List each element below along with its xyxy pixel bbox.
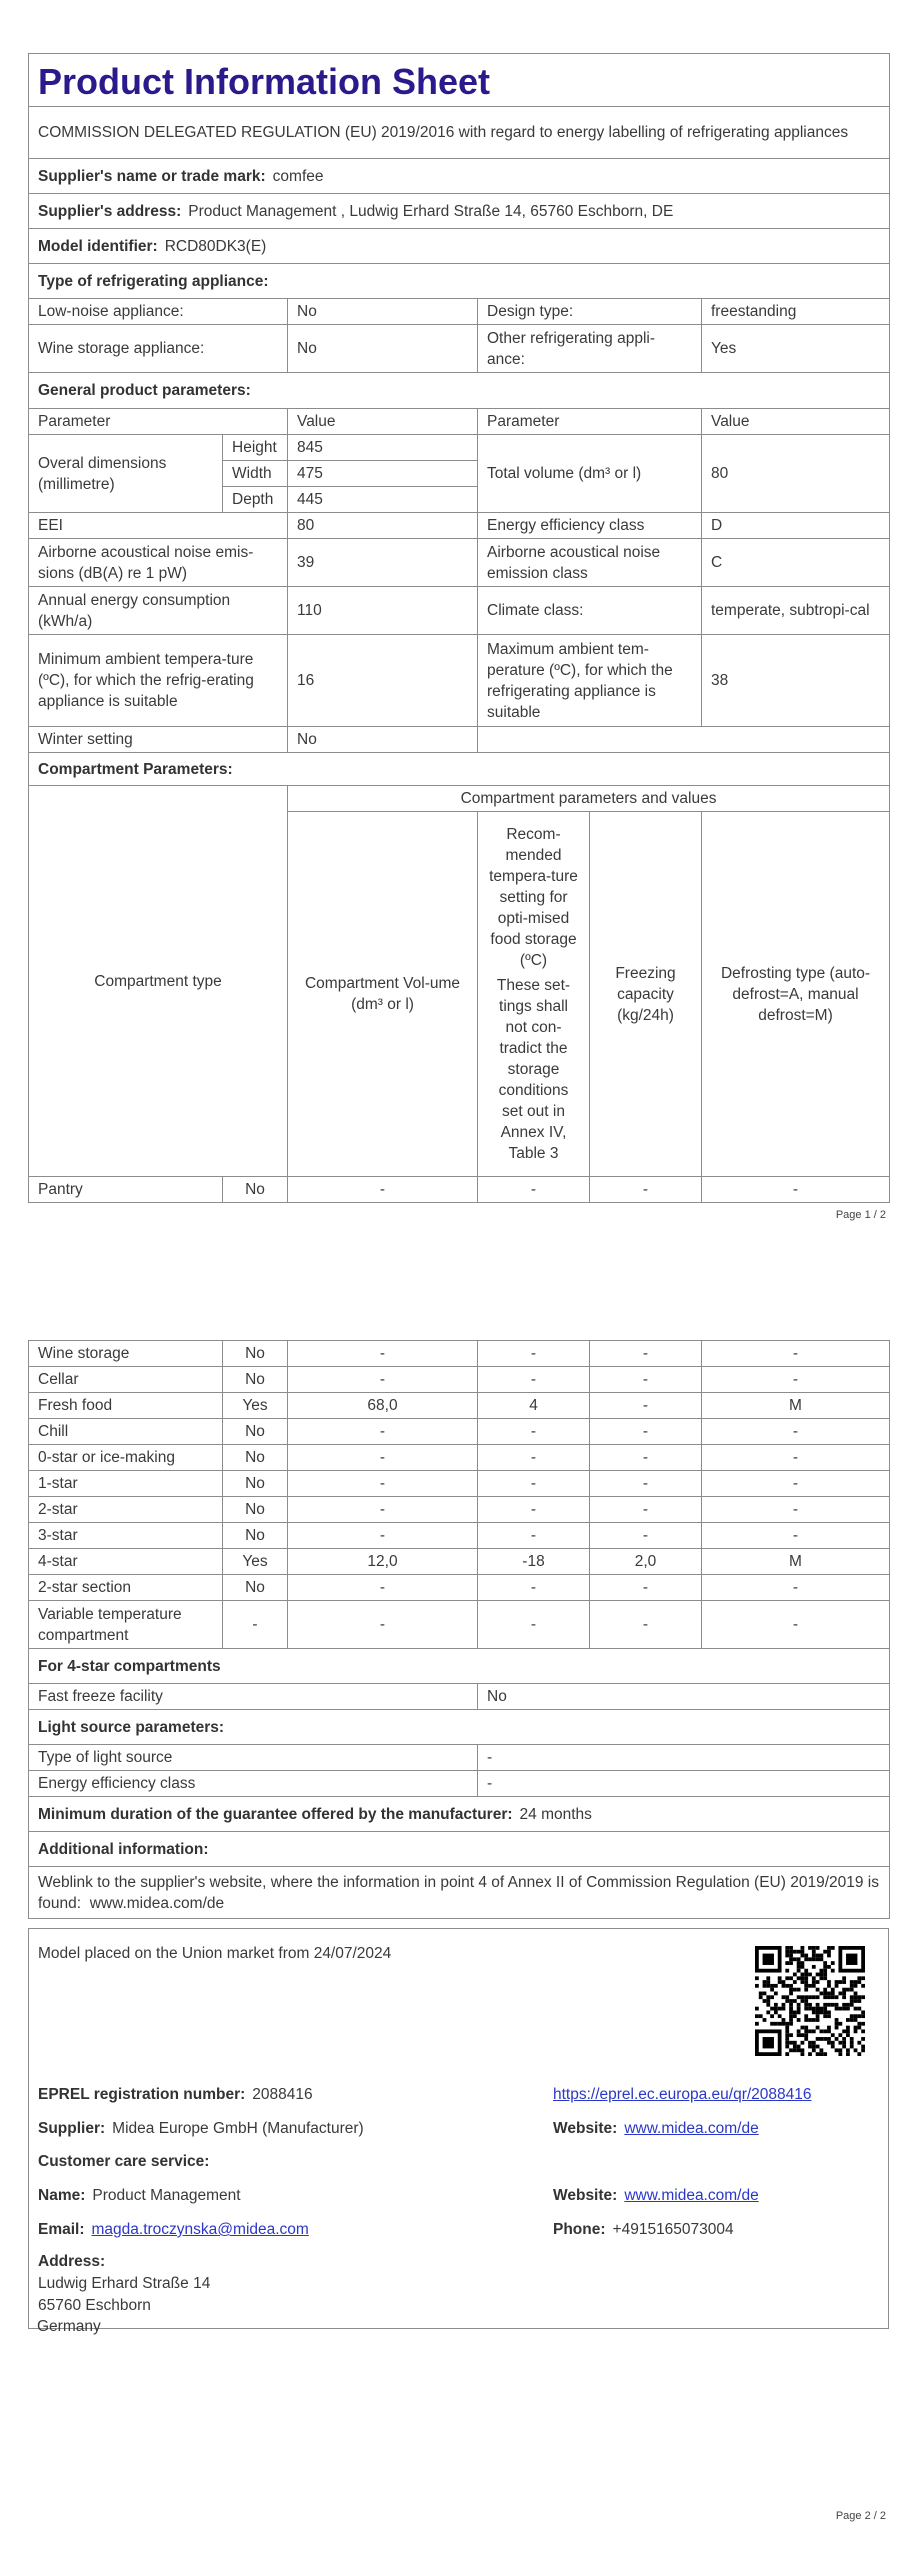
compartment-volume: - xyxy=(288,1497,478,1523)
compartment-volume: - xyxy=(288,1419,478,1445)
table-row xyxy=(29,1419,890,1445)
compartment-volume: - xyxy=(288,1177,478,1203)
compartment-name: 3-star xyxy=(29,1523,223,1549)
guarantee-row xyxy=(29,1797,890,1832)
compartment-temp: 4 xyxy=(478,1393,590,1419)
page-title: Product Information Sheet xyxy=(29,54,890,107)
compartment-name: 4-star xyxy=(29,1549,223,1575)
climate-class-label: Climate class: xyxy=(478,587,702,635)
email-row xyxy=(38,2219,309,2241)
compartment-temp: - xyxy=(478,1523,590,1549)
four-star-heading: For 4-star compartments xyxy=(29,1649,890,1684)
website-label: Website: xyxy=(553,2120,618,2137)
compartment-freezing: 2,0 xyxy=(590,1549,702,1575)
eei-value: 80 xyxy=(288,513,478,539)
wine-appliance-value: No xyxy=(288,325,478,373)
compartment-present: No xyxy=(223,1177,288,1203)
compartment-temp: - xyxy=(478,1445,590,1471)
noise-class-label: Airborne acoustical noise emission class xyxy=(478,539,702,587)
compartment-volume-header: Compartment Vol-ume (dm³ or l) xyxy=(288,812,478,1177)
height-value: 845 xyxy=(288,435,478,461)
compartment-defrost: - xyxy=(702,1419,890,1445)
table-row xyxy=(29,1367,890,1393)
supplier-row xyxy=(29,159,890,194)
compartment-freezing: - xyxy=(590,1393,702,1419)
compartment-volume: - xyxy=(288,1523,478,1549)
noise-class-value: C xyxy=(702,539,890,587)
table-row xyxy=(29,1177,890,1203)
col-value: Value xyxy=(702,409,890,435)
compartment-temp: - xyxy=(478,1497,590,1523)
width-value: 475 xyxy=(288,461,478,487)
supplier-label: Supplier's name or trade mark: xyxy=(38,167,266,185)
compartment-freezing: - xyxy=(590,1445,702,1471)
defrosting-type-header: Defrosting type (auto-defrost=A, manual defrost=M) xyxy=(702,812,890,1177)
weblink-row xyxy=(29,1867,890,1919)
website2-link[interactable]: www.midea.com/de xyxy=(624,2187,759,2204)
low-noise-value: No xyxy=(288,299,478,325)
model-label: Model identifier: xyxy=(38,237,158,255)
table-row xyxy=(29,1393,890,1419)
compartment-temp: - xyxy=(478,1471,590,1497)
eec-label: Energy efficiency class xyxy=(478,513,702,539)
address-label: Address: xyxy=(38,2253,106,2270)
compartment-volume: - xyxy=(288,1601,478,1649)
min-temp-value: 16 xyxy=(288,635,478,727)
compartment-freezing: - xyxy=(590,1177,702,1203)
additional-heading: Additional information: xyxy=(29,1832,890,1867)
qr-code-icon xyxy=(755,1946,865,2056)
empty-cell xyxy=(478,727,890,753)
max-temp-label: Maximum ambient tem-perature (ºC), for which the refrigerating appliance is suitable xyxy=(478,635,702,727)
compartment-defrost: - xyxy=(702,1177,890,1203)
compartment-volume: - xyxy=(288,1575,478,1601)
compartment-freezing: - xyxy=(590,1367,702,1393)
fast-freeze-label: Fast freeze facility xyxy=(29,1684,478,1710)
weblink-url: www.midea.com/de xyxy=(89,1894,225,1912)
compartment-defrost: M xyxy=(702,1393,890,1419)
compartment-defrost: M xyxy=(702,1549,890,1575)
compartment-temp: - xyxy=(478,1419,590,1445)
noise-label: Airborne acoustical noise emis-sions (dB(A) re 1 pW) xyxy=(29,539,288,587)
eprel-label: EPREL registration number: xyxy=(38,2086,246,2103)
product-info-table-page2 xyxy=(28,1340,890,1919)
compartment-present: No xyxy=(223,1523,288,1549)
model-value: RCD80DK3(E) xyxy=(164,237,267,255)
supplier-label: Supplier: xyxy=(38,2120,106,2137)
compartment-name: Chill xyxy=(29,1419,223,1445)
fast-freeze-value: No xyxy=(478,1684,890,1710)
customer-care-heading: Customer care service: xyxy=(38,2153,210,2170)
compartment-rows xyxy=(29,1341,890,1649)
total-volume-label: Total volume (dm³ or l) xyxy=(478,435,702,513)
compartment-present: No xyxy=(223,1445,288,1471)
depth-value: 445 xyxy=(288,487,478,513)
page-number: Page 2 / 2 xyxy=(835,2510,886,2522)
winter-setting-label: Winter setting xyxy=(29,727,288,753)
table-row xyxy=(29,1445,890,1471)
depth-label: Depth xyxy=(223,487,288,513)
address-value: Product Management , Ludwig Erhard Straße 14, 65760 Eschborn, DE xyxy=(188,202,674,220)
type-heading: Type of refrigerating appliance: xyxy=(29,264,890,299)
guarantee-value: 24 months xyxy=(519,1805,592,1823)
supplier-row xyxy=(38,2118,364,2140)
compartment-temp: - xyxy=(478,1601,590,1649)
compartment-name: Pantry xyxy=(29,1177,223,1203)
height-label: Height xyxy=(223,435,288,461)
compartment-freezing: - xyxy=(590,1575,702,1601)
compartment-present: No xyxy=(223,1341,288,1367)
other-appliance-label: Other refrigerating appli-ance: xyxy=(478,325,702,373)
light-type-label: Type of light source xyxy=(29,1745,478,1771)
compartment-temp: -18 xyxy=(478,1549,590,1575)
compartment-freezing: - xyxy=(590,1497,702,1523)
compartment-defrost: - xyxy=(702,1445,890,1471)
compartment-name: 2-star section xyxy=(29,1575,223,1601)
compartment-volume: 68,0 xyxy=(288,1393,478,1419)
general-heading: General product parameters: xyxy=(29,373,890,409)
eei-label: EEI xyxy=(29,513,288,539)
supplier-value: comfee xyxy=(272,167,324,185)
compartment-present: Yes xyxy=(223,1393,288,1419)
compartment-present: No xyxy=(223,1471,288,1497)
address-row xyxy=(29,194,890,229)
name-label: Name: xyxy=(38,2187,86,2204)
name-row xyxy=(38,2185,241,2207)
compartment-temp: - xyxy=(478,1177,590,1203)
eprel-row xyxy=(38,2084,313,2106)
design-type-value: freestanding xyxy=(702,299,890,325)
winter-setting-value: No xyxy=(288,727,478,753)
table-row xyxy=(29,1341,890,1367)
climate-class-value: temperate, subtropi-cal xyxy=(702,587,890,635)
energy-consumption-value: 110 xyxy=(288,587,478,635)
supplier-info-box xyxy=(28,1928,889,2329)
compartment-defrost: - xyxy=(702,1575,890,1601)
compartment-volume: - xyxy=(288,1367,478,1393)
supplier-value: Midea Europe GmbH (Manufacturer) xyxy=(112,2120,364,2137)
address-label: Supplier's address: xyxy=(38,202,182,220)
compartment-defrost: - xyxy=(702,1601,890,1649)
compartment-present: No xyxy=(223,1367,288,1393)
compartment-volume: - xyxy=(288,1341,478,1367)
compartment-present: No xyxy=(223,1497,288,1523)
eec-value: D xyxy=(702,513,890,539)
compartment-freezing: - xyxy=(590,1601,702,1649)
compartment-freezing: - xyxy=(590,1523,702,1549)
compartment-freezing: - xyxy=(590,1419,702,1445)
eprel-value: 2088416 xyxy=(252,2086,313,2103)
weblink-text: Weblink to the supplier's website, where the information in point 4 of Annex II of Commission Regulation (EU) 2019/2019 is found: xyxy=(38,1873,879,1912)
compartment-volume: 12,0 xyxy=(288,1549,478,1575)
compartment-name: Variable temperature compartment xyxy=(29,1601,223,1649)
email-label: Email: xyxy=(38,2221,85,2238)
total-volume-value: 80 xyxy=(702,435,890,513)
compartment-present: - xyxy=(223,1601,288,1649)
col-value: Value xyxy=(288,409,478,435)
compartment-type-header: Compartment type xyxy=(29,786,288,1177)
website2-label: Website: xyxy=(553,2187,618,2204)
website-row xyxy=(553,2118,759,2140)
table-row xyxy=(29,1575,890,1601)
compartment-temp: - xyxy=(478,1341,590,1367)
product-info-table-page1 xyxy=(28,53,890,1203)
phone-label: Phone: xyxy=(553,2221,606,2238)
regulation-text: COMMISSION DELEGATED REGULATION (EU) 2019/2016 with regard to energy labelling of refrigerating appliances xyxy=(29,107,890,159)
compartment-temp-header xyxy=(478,812,590,1177)
compartment-name: Fresh food xyxy=(29,1393,223,1419)
compartment-volume: - xyxy=(288,1445,478,1471)
compartment-defrost: - xyxy=(702,1471,890,1497)
email-link[interactable]: magda.troczynska@midea.com xyxy=(91,2221,309,2238)
dimensions-label: Overal dimensions (millimetre) xyxy=(29,435,223,513)
phone-value: +4915165073004 xyxy=(612,2221,734,2238)
other-appliance-value: Yes xyxy=(702,325,890,373)
compartment-temp: - xyxy=(478,1367,590,1393)
compartment-present: No xyxy=(223,1419,288,1445)
address-line: 65760 Eschborn xyxy=(38,2297,151,2314)
model-row xyxy=(29,229,890,264)
table-row xyxy=(29,1523,890,1549)
compartment-freezing: - xyxy=(590,1471,702,1497)
compartment-freezing: - xyxy=(590,1341,702,1367)
table-row xyxy=(29,1549,890,1575)
page-number: Page 1 / 2 xyxy=(835,1209,886,1221)
name-value: Product Management xyxy=(92,2187,241,2204)
compartment-params-header: Compartment parameters and values xyxy=(288,786,890,812)
light-eec-value: - xyxy=(478,1771,890,1797)
compartment-temp: - xyxy=(478,1575,590,1601)
noise-value: 39 xyxy=(288,539,478,587)
compartment-name: 1-star xyxy=(29,1471,223,1497)
col-parameter: Parameter xyxy=(478,409,702,435)
low-noise-label: Low-noise appliance: xyxy=(29,299,288,325)
light-eec-label: Energy efficiency class xyxy=(29,1771,478,1797)
energy-consumption-label: Annual energy consumption (kWh/a) xyxy=(29,587,288,635)
light-type-value: - xyxy=(478,1745,890,1771)
compartment-name: Cellar xyxy=(29,1367,223,1393)
table-row xyxy=(29,1497,890,1523)
light-heading: Light source parameters: xyxy=(29,1710,890,1745)
compartment-defrost: - xyxy=(702,1341,890,1367)
compartment-name: Wine storage xyxy=(29,1341,223,1367)
compartment-temp-note: These set-tings shall not con-tradict the storage conditions set out in Annex IV, Table 3 xyxy=(496,977,571,1162)
design-type-label: Design type: xyxy=(478,299,702,325)
width-label: Width xyxy=(223,461,288,487)
eprel-link[interactable]: https://eprel.ec.europa.eu/qr/2088416 xyxy=(553,2086,812,2103)
compartment-name: 2-star xyxy=(29,1497,223,1523)
max-temp-value: 38 xyxy=(702,635,890,727)
phone-row xyxy=(553,2219,734,2241)
website-link[interactable]: www.midea.com/de xyxy=(624,2120,759,2137)
min-temp-label: Minimum ambient tempera-ture (ºC), for which the refrig-erating appliance is suitable xyxy=(29,635,288,727)
wine-appliance-label: Wine storage appliance: xyxy=(29,325,288,373)
compartment-temp-title: Recom-mended tempera-ture setting for opti-mised food storage (ºC) xyxy=(489,826,578,969)
website2-row xyxy=(553,2185,759,2207)
compartment-volume: - xyxy=(288,1471,478,1497)
compartment-defrost: - xyxy=(702,1523,890,1549)
table-row xyxy=(29,1601,890,1649)
guarantee-label: Minimum duration of the guarantee offered by the manufacturer: xyxy=(38,1805,513,1823)
compartment-present: Yes xyxy=(223,1549,288,1575)
compartment-name: 0-star or ice-making xyxy=(29,1445,223,1471)
compartment-defrost: - xyxy=(702,1497,890,1523)
placed-on-market: Model placed on the Union market from 24/07/2024 xyxy=(38,1945,392,1962)
table-row xyxy=(29,1471,890,1497)
compartment-heading: Compartment Parameters: xyxy=(29,753,890,786)
address-line: Ludwig Erhard Straße 14 xyxy=(38,2275,211,2292)
compartment-present: No xyxy=(223,1575,288,1601)
compartment-defrost: - xyxy=(702,1367,890,1393)
freezing-capacity-header: Freezing capacity (kg/24h) xyxy=(590,812,702,1177)
address-line: Germany xyxy=(37,2318,101,2335)
col-parameter: Parameter xyxy=(29,409,288,435)
